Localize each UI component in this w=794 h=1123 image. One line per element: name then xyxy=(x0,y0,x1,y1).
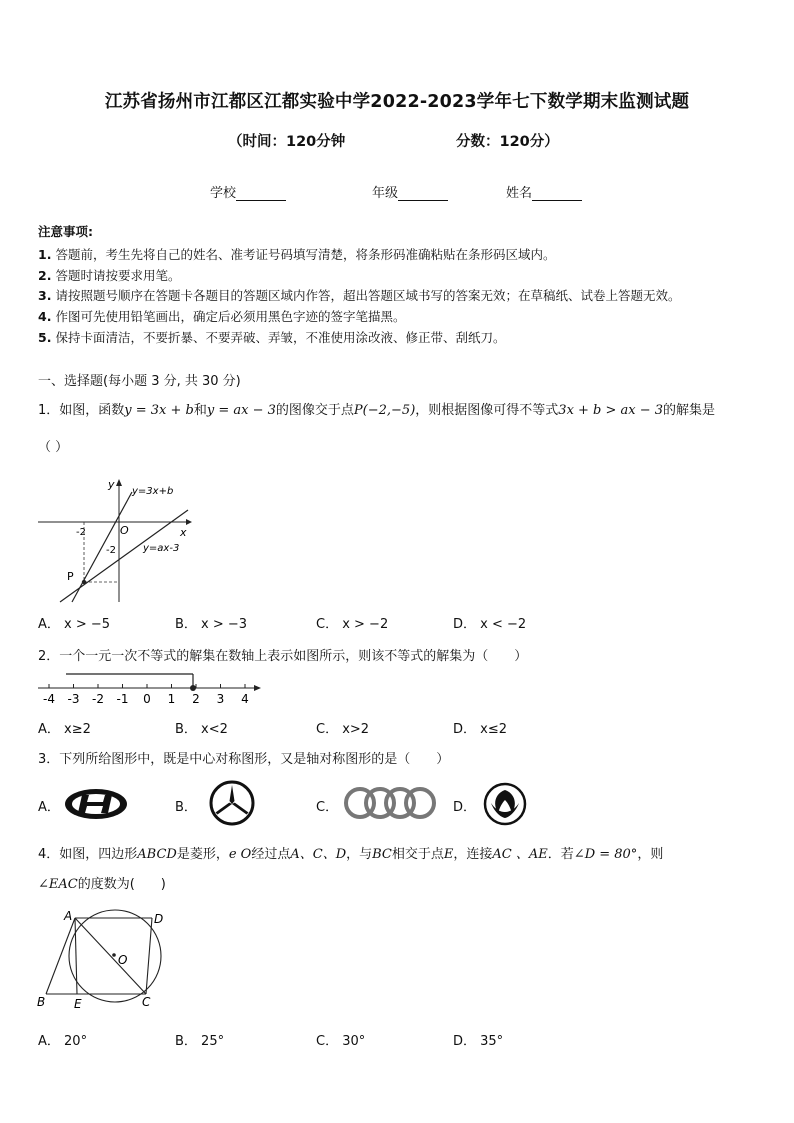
number-line-label: -2 xyxy=(92,692,104,706)
q2-option-a: A． x≥2 xyxy=(38,722,91,737)
note-text: 答题时请按要求用笔。 xyxy=(55,268,181,283)
q3-option-c: C． xyxy=(316,800,339,815)
formula: P(−2,−5) xyxy=(353,403,416,418)
q1-option-c: C． x > −2 xyxy=(316,617,389,632)
label-e: E xyxy=(74,997,82,1011)
q4-option-b: B． 25° xyxy=(175,1034,225,1049)
q4-option-d: D． 35° xyxy=(453,1034,504,1049)
center-dot xyxy=(112,953,116,957)
segment-ac xyxy=(75,918,146,994)
q3-option-d: D． xyxy=(453,800,477,815)
side-ab xyxy=(46,918,75,994)
tick-x-label: -2 xyxy=(76,527,86,538)
line1-label: y=3x+b xyxy=(132,486,174,497)
number-line-label: -1 xyxy=(116,692,129,706)
q2-number-line xyxy=(36,668,266,708)
y-axis-label: y xyxy=(108,478,115,491)
grade-field xyxy=(372,182,448,201)
q1-option-d: D． x < −2 xyxy=(453,617,527,632)
y-axis-arrow xyxy=(116,479,122,486)
dongfeng-logo-icon xyxy=(482,781,528,827)
name-label: 姓名 xyxy=(506,186,533,201)
school-label: 学校 xyxy=(210,186,237,201)
q1-option-a: A． x > −5 xyxy=(38,617,111,632)
question-4-line2: ∠EAC的度数为( ) xyxy=(38,877,166,892)
note-text: 请按照题号顺序在答题卡各题目的答题区域内作答，超出答题区域书写的答案无效；在草稿纸、试卷上答题无效。 xyxy=(55,288,681,303)
note-num: 5. xyxy=(38,330,52,345)
segment-ae xyxy=(75,918,77,994)
note-item xyxy=(38,266,180,284)
label-b: B xyxy=(37,995,46,1009)
grade-blank xyxy=(398,187,448,201)
label-c: C xyxy=(142,995,151,1009)
note-item xyxy=(38,328,505,346)
note-item xyxy=(38,307,405,325)
note-text: 答题前，考生先将自己的姓名、准考证号码填写清楚，将条形码准确粘贴在条形码区域内。 xyxy=(55,247,556,262)
tick-y-label: -2 xyxy=(106,545,116,556)
formula: y = ax − 3 xyxy=(206,403,276,418)
question-3-text: 3．下列所给图形中，既是中心对称图形，又是轴对称图形的是（ ） xyxy=(38,752,450,767)
label-d: D xyxy=(154,912,164,926)
number-line-arrow xyxy=(254,685,261,691)
label-a: A xyxy=(64,909,73,923)
number-line-label: -3 xyxy=(67,692,80,706)
note-text: 作图可先使用铅笔画出，确定后必须用黑色字迹的签字笔描黑。 xyxy=(55,309,406,324)
note-num: 4. xyxy=(38,309,52,324)
x-axis-label: x xyxy=(180,526,187,539)
q4-option-c: C． 30° xyxy=(316,1034,366,1049)
solution-dot xyxy=(190,685,196,691)
name-blank xyxy=(532,187,582,201)
note-num: 2. xyxy=(38,268,52,283)
q2-option-c: C． x>2 xyxy=(316,722,370,737)
notes-title: 注意事项: xyxy=(38,224,93,239)
formula: y = 3x + b xyxy=(124,403,194,418)
note-num: 3. xyxy=(38,288,52,303)
point-p-label: P xyxy=(67,570,74,583)
number-line-label: 3 xyxy=(216,692,225,706)
mercedes-logo-icon xyxy=(208,779,256,827)
note-text: 保持卡面清洁，不要折暴、不要弄破、弄皱，不准使用涂改液、修正带、刮纸刀。 xyxy=(55,330,506,345)
number-line-label: 0 xyxy=(143,692,151,706)
q2-option-d: D． x≤2 xyxy=(453,722,507,737)
line2-label: y=ax-3 xyxy=(143,543,180,554)
school-blank xyxy=(236,187,286,201)
note-item xyxy=(38,245,555,263)
name-field xyxy=(506,182,582,201)
point-p xyxy=(82,580,86,584)
q3-option-b: B． xyxy=(175,800,197,815)
page-title: 江苏省扬州市江都区江都实验中学2022-2023学年七下数学期末监测试题 xyxy=(104,92,690,112)
question-4-line1: 4．如图，四边形ABCD是菱形，e O经过点A、C、D，与BC相交于点E，连接AC 、AE．若∠D = 80°，则 xyxy=(38,847,664,862)
label-o: O xyxy=(118,953,128,967)
audi-rings-icon xyxy=(340,785,438,821)
number-line-label: 1 xyxy=(167,692,176,706)
number-line-label: 4 xyxy=(241,692,249,706)
number-line-label: -4 xyxy=(43,692,55,706)
x-axis-arrow xyxy=(186,519,192,525)
side-dc xyxy=(146,918,152,994)
formula: 3x + b > ax − 3 xyxy=(558,403,664,418)
question-1-text: 1．如图，函数y = 3x + b和y = ax − 3的图像交于点P(−2,−5)，则根据图像可得不等式3x + b > ax − 3的解集是 xyxy=(38,403,716,418)
section-heading: 一、选择题(每小题 3 分, 共 30 分) xyxy=(38,374,241,389)
hyundai-logo-icon xyxy=(62,784,130,824)
q1-graph xyxy=(36,474,196,606)
q1-option-b: B． x > −3 xyxy=(175,617,248,632)
number-line-label: 2 xyxy=(192,692,200,706)
line-y-3x-b xyxy=(72,492,132,602)
q2-option-b: B． x<2 xyxy=(175,722,228,737)
note-item xyxy=(38,286,680,304)
q4-figure xyxy=(34,904,174,1012)
q3-option-a: A． xyxy=(38,800,60,815)
score-label: 分数：120分） xyxy=(456,134,559,150)
question-2-text: 2．一个一元一次不等式的解集在数轴上表示如图所示，则该不等式的解集为（ ） xyxy=(38,649,528,664)
q4-option-a: A． 20° xyxy=(38,1034,88,1049)
school-field xyxy=(210,182,286,201)
note-num: 1. xyxy=(38,247,52,262)
time-label: （时间：120分钟 xyxy=(228,134,346,150)
grade-label: 年级 xyxy=(372,186,399,201)
origin-label: O xyxy=(120,524,129,537)
question-1-paren: （ ） xyxy=(38,440,69,455)
